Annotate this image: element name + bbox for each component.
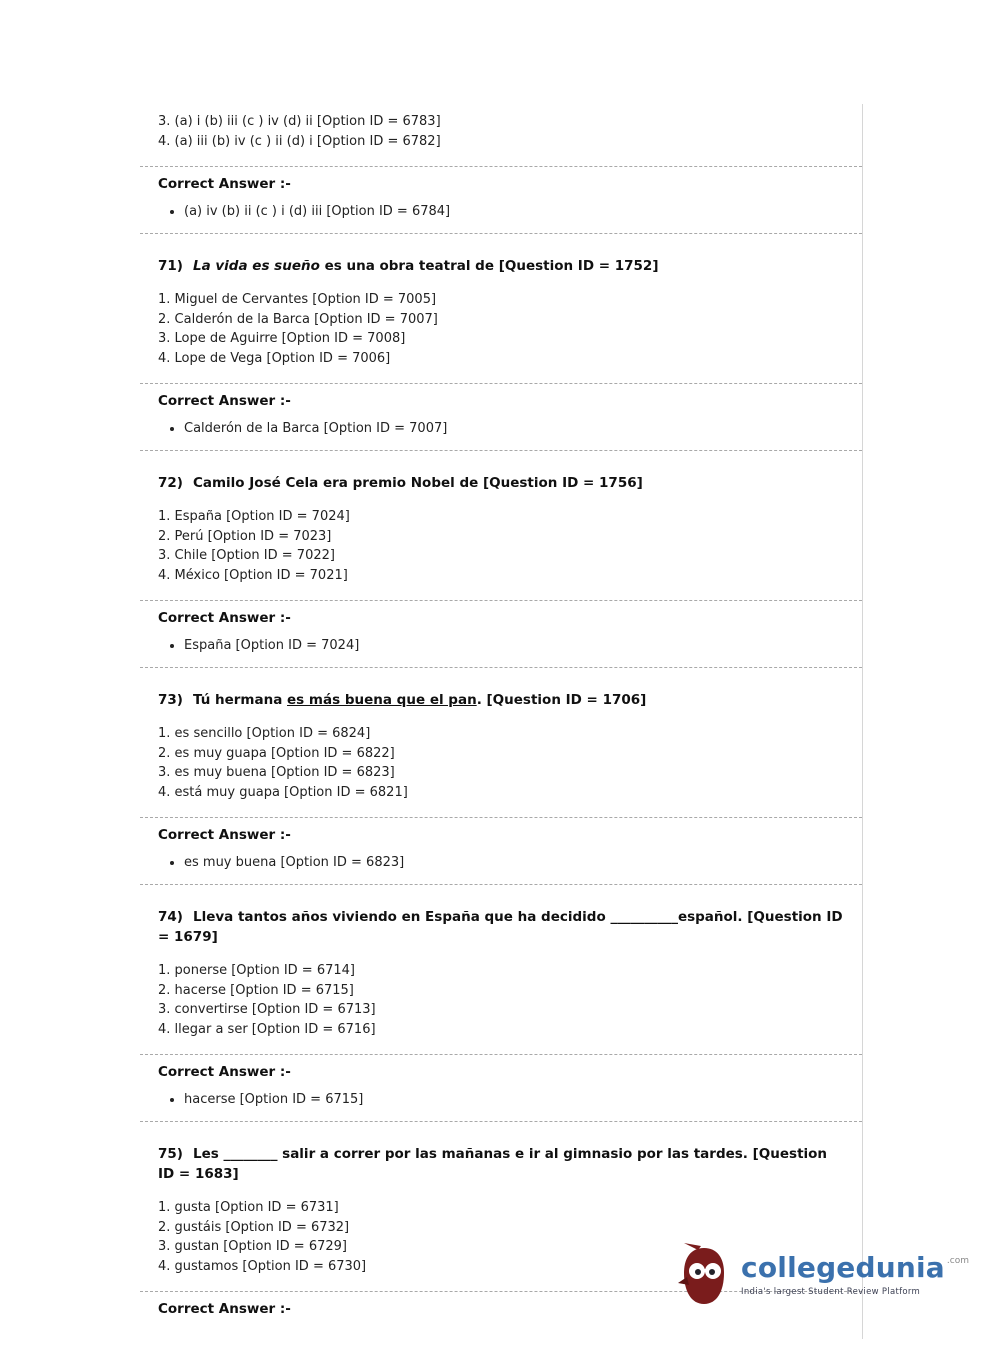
- question-number: 72): [158, 475, 183, 491]
- question-options: [158, 290, 844, 368]
- question-option: 1. ponerse [Option ID = 6714]: [158, 963, 355, 978]
- correct-answer-value: • hacerse [Option ID = 6715]: [184, 1090, 844, 1109]
- correct-answer-value: • (a) iv (b) ii (c ) i (d) iii [Option ID = 6784]: [184, 202, 844, 221]
- question-title-emphasis: es más buena que el pan: [287, 692, 477, 708]
- question-title-text: Tú hermana: [192, 692, 288, 708]
- collegedunia-brand-text: collegedunia: [741, 1251, 945, 1284]
- question-option: 4. está muy guapa [Option ID = 6821]: [158, 784, 408, 800]
- exam-document-content: [140, 104, 863, 1339]
- question-title-text: es una obra teatral de [Question ID = 1752]: [319, 258, 659, 274]
- correct-answer-list: [158, 1090, 844, 1109]
- correct-answer-label: Correct Answer :-: [158, 176, 291, 192]
- question-option: 1. gusta [Option ID = 6731]: [158, 1200, 339, 1215]
- question-option: 2. Calderón de la Barca [Option ID = 7007]: [158, 311, 438, 327]
- question-title: [158, 690, 844, 710]
- correct-answer-list: [158, 419, 844, 438]
- question-block: [140, 690, 862, 885]
- question-option: 3. Chile [Option ID = 7022]: [158, 548, 335, 563]
- question-number: 71): [158, 258, 183, 274]
- correct-answer-block: [140, 166, 862, 234]
- question-option: 3. Lope de Aguirre [Option ID = 7008]: [158, 331, 406, 346]
- question-option: 2. es muy guapa [Option ID = 6822]: [158, 745, 395, 761]
- question-options: [158, 724, 844, 802]
- correct-answer-list: [158, 853, 844, 872]
- question-title: [158, 907, 844, 947]
- correct-answer-block: [140, 817, 862, 885]
- question-number: 74): [158, 909, 183, 925]
- collegedunia-mascot-icon: [677, 1242, 731, 1308]
- question-option: 3. gustan [Option ID = 6729]: [158, 1239, 347, 1254]
- question-title-text: . [Question ID = 1706]: [476, 692, 647, 708]
- question-title-text: Les ________ salir a correr por las mañanas e ir al gimnasio por las tardes. [Question ID = 1683]: [158, 1146, 828, 1182]
- question-option: 2. hacerse [Option ID = 6715]: [158, 982, 354, 998]
- question-option: 4. Lope de Vega [Option ID = 7006]: [158, 350, 391, 366]
- question-block: [140, 907, 862, 1122]
- question-options: [158, 507, 844, 585]
- correct-answer-list: [158, 202, 844, 221]
- question-title-text: Lleva tantos años viviendo en España que ha decidido __________español. [Question ID = 1679]: [158, 909, 843, 945]
- question-option: 4. (a) iii (b) iv (c ) ii (d) i [Option ID = 6782]: [158, 133, 441, 149]
- correct-answer-block: [140, 600, 862, 668]
- question-number: 75): [158, 1146, 183, 1162]
- correct-answer-label: Correct Answer :-: [158, 827, 291, 843]
- collegedunia-brand-suffix: .com: [946, 1256, 969, 1266]
- question-title: [158, 256, 844, 276]
- leading-question-options: [140, 112, 862, 151]
- correct-answer-block: [140, 1054, 862, 1122]
- correct-answer-label: Correct Answer :-: [158, 1064, 291, 1080]
- question-number: 73): [158, 692, 183, 708]
- question-option: 3. convertirse [Option ID = 6713]: [158, 1002, 376, 1017]
- question-option: 1. España [Option ID = 7024]: [158, 509, 350, 524]
- collegedunia-logo-text: [741, 1253, 969, 1297]
- question-block: [140, 473, 862, 668]
- questions-container: [140, 256, 862, 1325]
- correct-answer-list: [158, 636, 844, 655]
- question-option: 1. Miguel de Cervantes [Option ID = 7005]: [158, 292, 437, 307]
- question-option: 3. es muy buena [Option ID = 6823]: [158, 765, 395, 780]
- correct-answer-label: Correct Answer :-: [158, 393, 291, 409]
- question-option: 2. gustáis [Option ID = 6732]: [158, 1219, 350, 1235]
- question-option: 2. Perú [Option ID = 7023]: [158, 528, 332, 544]
- question-option: 1. es sencillo [Option ID = 6824]: [158, 726, 371, 741]
- correct-answer-block: [140, 383, 862, 451]
- correct-answer-value: • Calderón de la Barca [Option ID = 7007]: [184, 419, 844, 438]
- question-title: [158, 473, 844, 493]
- question-block: [140, 256, 862, 451]
- question-option: 4. gustamos [Option ID = 6730]: [158, 1258, 367, 1274]
- collegedunia-tagline: India's largest Student Review Platform: [741, 1287, 921, 1297]
- correct-answer-label: Correct Answer :-: [158, 610, 291, 626]
- correct-answer-value: • España [Option ID = 7024]: [184, 636, 844, 655]
- correct-answer-value: • es muy buena [Option ID = 6823]: [184, 853, 844, 872]
- question-option: 4. llegar a ser [Option ID = 6716]: [158, 1021, 376, 1037]
- question-title-text: Camilo José Cela era premio Nobel de [Question ID = 1756]: [192, 475, 643, 491]
- question-title-emphasis: La vida es sueño: [192, 258, 320, 274]
- question-option: 4. México [Option ID = 7021]: [158, 567, 348, 583]
- question-options: [158, 961, 844, 1039]
- question-title: [158, 1144, 844, 1184]
- correct-answer-label: Correct Answer :-: [158, 1301, 291, 1317]
- question-option: 3. (a) i (b) iii (c ) iv (d) ii [Option ID = 6783]: [158, 114, 441, 129]
- collegedunia-logo: [677, 1242, 969, 1308]
